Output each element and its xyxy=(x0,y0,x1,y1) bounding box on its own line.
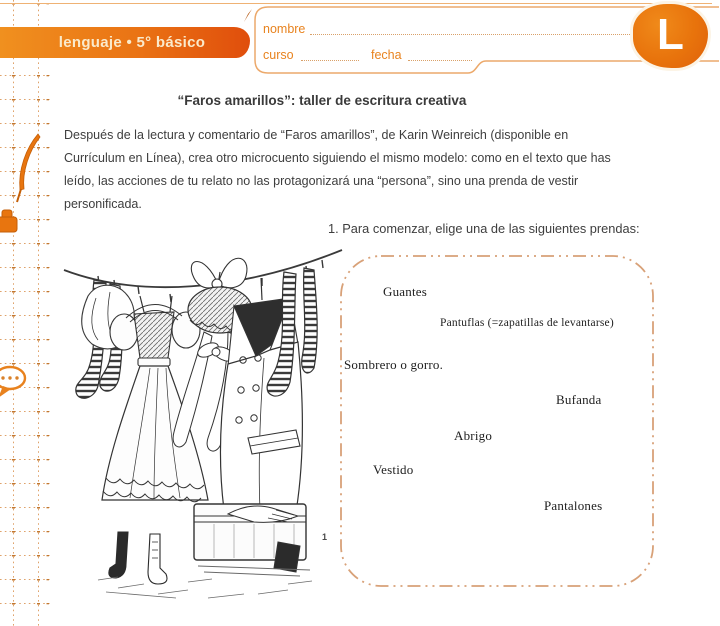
fecha-field-line[interactable] xyxy=(408,48,472,61)
quill-pen-icon xyxy=(12,132,42,204)
prenda-option-pantalones: Pantalones xyxy=(544,498,603,513)
page-title: “Faros amarillos”: taller de escritura creativa xyxy=(177,93,467,108)
boots xyxy=(109,532,167,584)
clothesline-illustration xyxy=(58,232,346,612)
step1-instruction: 1. Para comenzar, elige una de las siguientes prendas: xyxy=(328,221,640,236)
ink-stamp-icon xyxy=(0,208,20,236)
prenda-option-pantuflas: Pantuflas (=zapatillas de levantarse) xyxy=(440,317,614,329)
prenda-option-bufanda: Bufanda xyxy=(556,392,602,407)
prenda-option-vestido: Vestido xyxy=(373,462,414,477)
trunk xyxy=(194,504,306,572)
margin-grid xyxy=(0,0,50,626)
curso-label: curso xyxy=(263,48,294,62)
prenda-option-sombrero: Sombrero o gorro. xyxy=(344,357,444,372)
fecha-label: fecha xyxy=(371,48,402,62)
intro-paragraph: Después de la lectura y comentario de “Faros amarillos”, de Karin Weinreich (disponible en Currículum en Línea), crea otro microcuento siguiendo el mismo modelo: como en el texto que has leído, las acciones de tu relato no las protagonizará una “persona”, sino una prenda de vestir personificada. xyxy=(64,128,611,211)
prenda-option-guantes: Guantes xyxy=(383,284,427,299)
logo-letter: L xyxy=(657,10,684,59)
ground-shading xyxy=(98,566,312,598)
subject-tab xyxy=(0,27,250,58)
prenda-option-abrigo: Abrigo xyxy=(454,428,493,443)
nombre-label: nombre xyxy=(263,22,306,36)
speech-bubble-icon xyxy=(0,364,27,402)
image-footnote-marker: 1 xyxy=(322,532,328,542)
page-top-border xyxy=(0,3,712,4)
nombre-field-line[interactable] xyxy=(310,22,638,35)
logo-badge xyxy=(630,1,711,71)
subject-tab-label: lenguaje • 5° básico xyxy=(58,34,206,51)
curso-field-line[interactable] xyxy=(301,48,359,61)
prendas-box xyxy=(338,253,656,590)
